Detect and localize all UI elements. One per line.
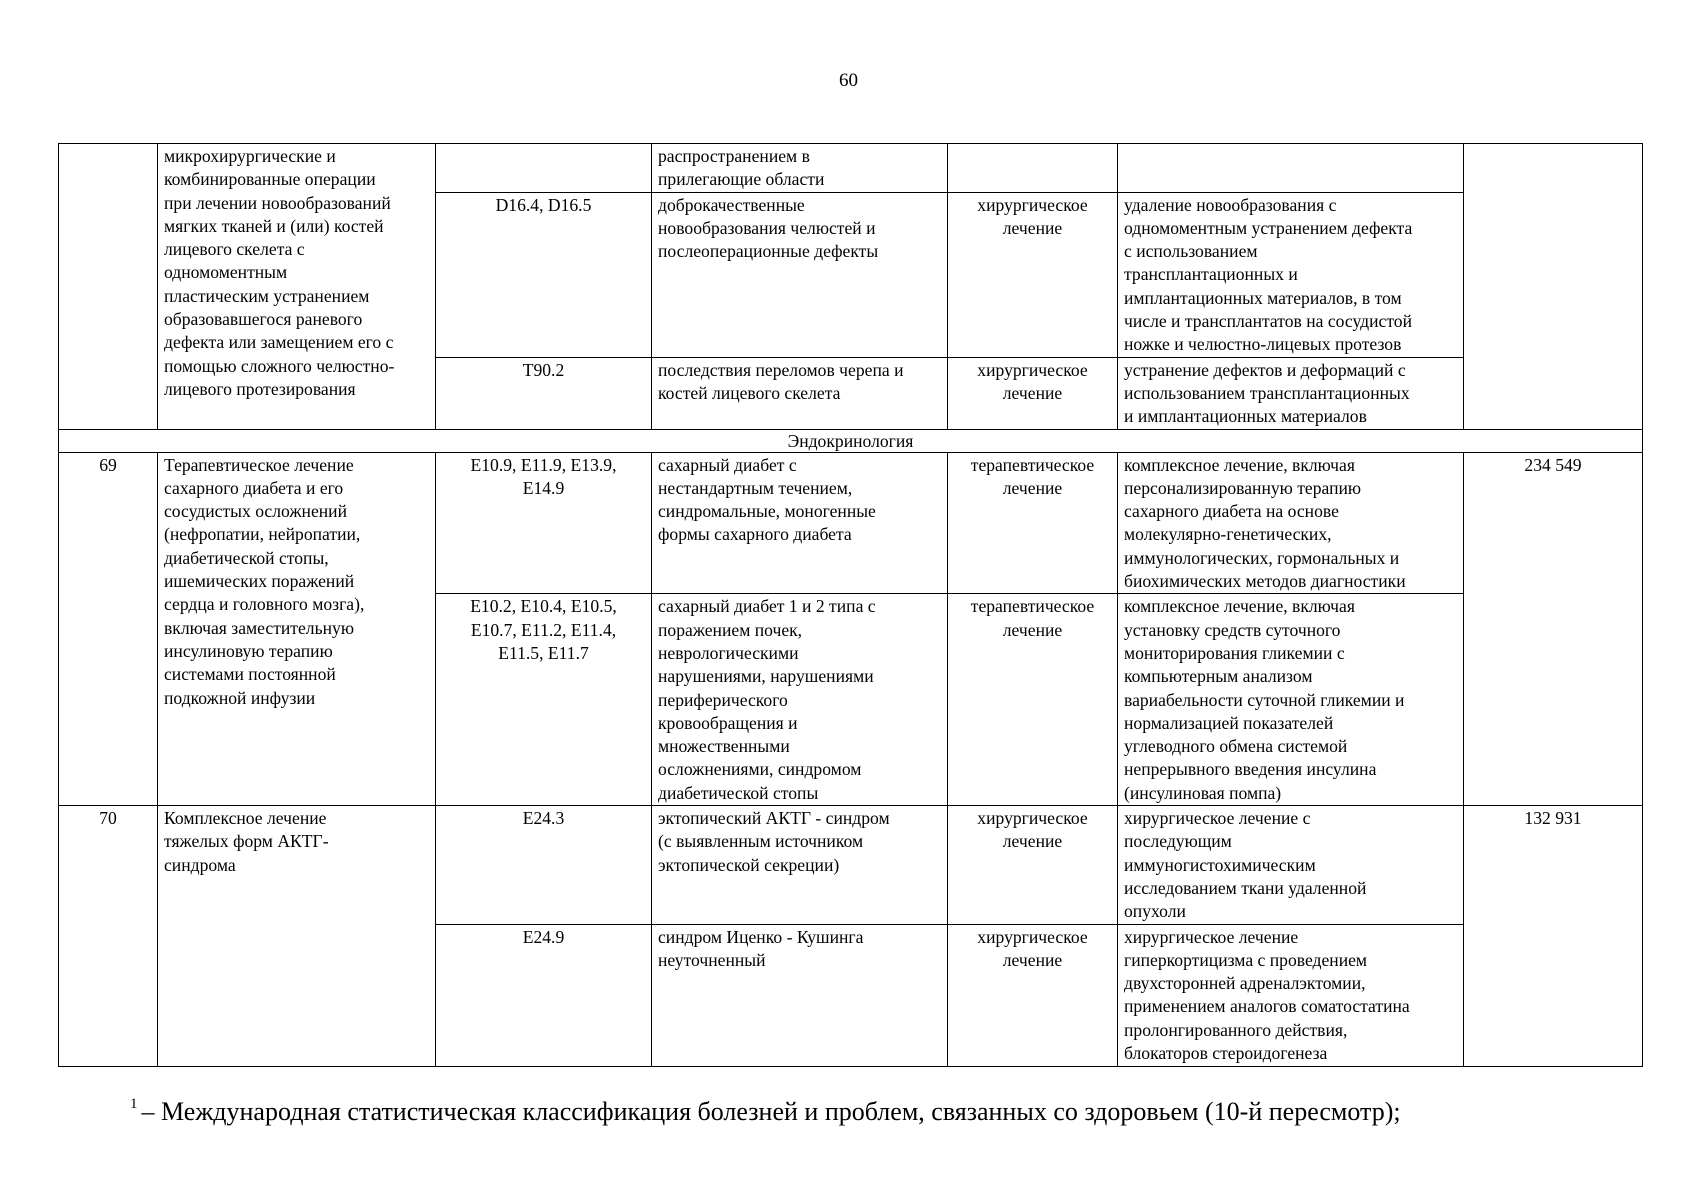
- treatment-type: хирургическое лечение: [977, 359, 1088, 403]
- treatment-method-line: удаление новообразования с: [1124, 194, 1337, 215]
- treatment-method-line: блокаторов стероидогенеза: [1124, 1042, 1328, 1063]
- treatment-method-line: непрерывного введения инсулина: [1124, 759, 1377, 780]
- icd-code: T90.2: [522, 359, 565, 380]
- treatment-method-line: ножке и челюстно-лицевых протезов: [1124, 334, 1402, 355]
- method-line: сосудистых осложнений: [164, 501, 347, 522]
- row-number: 69: [99, 454, 117, 475]
- method-line: диабетической стопы,: [164, 547, 329, 568]
- patient-model-line: сахарный диабет 1 и 2 типа с: [658, 596, 876, 617]
- treatment-method-line: персонализированную терапию: [1124, 477, 1362, 498]
- method-line: (нефропатии, нейропатии,: [164, 524, 361, 545]
- method-line: лицевого протезирования: [164, 378, 356, 399]
- icd-code-line: E11.5, E11.7: [498, 642, 589, 663]
- treatment-method-line: и имплантационных материалов: [1124, 406, 1367, 427]
- icd-code-cell: [436, 924, 652, 1066]
- icd-code-cell: [436, 357, 652, 429]
- treatment-method-line: двухсторонней адреналэктомии,: [1124, 973, 1366, 994]
- patient-model-cell: [652, 357, 948, 429]
- icd-code-cell: [436, 594, 652, 806]
- treatment-method-line: с использованием: [1124, 241, 1258, 262]
- method-line: образовавшегося раневого: [164, 309, 363, 330]
- patient-model-cell: [652, 594, 948, 806]
- method-cell: [158, 806, 436, 1066]
- treatment-method-line: трансплантационных и: [1124, 264, 1298, 285]
- patient-model-line: множественными: [658, 736, 790, 757]
- treatment-type-cell: [948, 144, 1118, 193]
- treatment-type-cell: [948, 594, 1118, 806]
- treatment-method-line: последующим: [1124, 831, 1232, 852]
- treatment-method-cell: [1118, 144, 1464, 193]
- method-line: дефекта или замещением его с: [164, 332, 394, 353]
- patient-model-line: прилегающие области: [658, 169, 825, 190]
- icd-code-line: E10.9, E11.9, E13.9,: [470, 454, 617, 475]
- treatment-type: терапевтическое лечение: [970, 596, 1095, 640]
- row-number-cell: [59, 452, 158, 805]
- treatment-method-cell: [1118, 357, 1464, 429]
- treatment-method-line: одномоментным устранением дефекта: [1124, 217, 1413, 238]
- treatment-type: хирургическое лечение: [977, 194, 1088, 238]
- patient-model-line: поражением почек,: [658, 619, 803, 640]
- treatment-method-line: пролонгированного действия,: [1124, 1019, 1348, 1040]
- treatment-method-cell: [1118, 924, 1464, 1066]
- table-row: [59, 806, 1643, 924]
- patient-model-line: новообразования челюстей и: [658, 217, 876, 238]
- price-cell: [1464, 144, 1643, 430]
- price-value: 132 931: [1524, 808, 1582, 829]
- vmp-table: [58, 143, 1643, 1067]
- patient-model-line: формы сахарного диабета: [658, 524, 852, 545]
- price-cell: [1464, 806, 1643, 1066]
- patient-model-line: периферического: [658, 689, 788, 710]
- method-line: тяжелых форм АКТГ-: [164, 831, 329, 852]
- treatment-method-line: применением аналогов соматостатина: [1124, 996, 1410, 1017]
- treatment-method-line: нормализацией показателей: [1124, 712, 1334, 733]
- icd-code-line: E24.3: [522, 808, 565, 829]
- method-line: Терапевтическое лечение: [164, 454, 354, 475]
- treatment-method-line: опухоли: [1124, 901, 1186, 922]
- icd-code-line: E10.7, E11.2, E11.4,: [470, 619, 617, 640]
- section-row: [59, 429, 1643, 452]
- patient-model-line: костей лицевого скелета: [658, 382, 841, 403]
- treatment-type: хирургическое лечение: [977, 926, 1088, 970]
- treatment-type-cell: [948, 192, 1118, 357]
- patient-model-line: осложнениями, синдромом: [658, 759, 862, 780]
- patient-model-line: последствия переломов черепа и: [658, 359, 904, 380]
- patient-model-line: доброкачественные: [658, 194, 805, 215]
- method-line: синдрома: [164, 854, 236, 875]
- method-line: помощью сложного челюстно-: [164, 355, 395, 376]
- patient-model-line: диабетической стопы: [658, 782, 819, 803]
- section-title-text: Эндокринология: [787, 430, 914, 451]
- footnote: [130, 1088, 1401, 1128]
- treatment-method-line: комплексное лечение, включая: [1124, 454, 1355, 475]
- treatment-method-line: биохимических методов диагностики: [1124, 571, 1406, 592]
- method-line: системами постоянной: [164, 664, 336, 685]
- row-number-cell: [59, 144, 158, 430]
- method-line: включая заместительную: [164, 617, 354, 638]
- treatment-method-line: исследованием ткани удаленной: [1124, 877, 1367, 898]
- method-line: сахарного диабета и его: [164, 477, 344, 498]
- icd-code-cell: [436, 192, 652, 357]
- patient-model-line: эктопический АКТГ - синдром: [658, 808, 890, 829]
- treatment-type-cell: [948, 357, 1118, 429]
- patient-model-line: сахарный диабет с: [658, 454, 797, 475]
- treatment-method-line: сахарного диабета на основе: [1124, 501, 1339, 522]
- method-line: инсулиновую терапию: [164, 640, 333, 661]
- method-line: подкожной инфузии: [164, 687, 316, 708]
- patient-model-line: нестандартным течением,: [658, 477, 853, 498]
- method-cell: [158, 144, 436, 430]
- icd-code-cell: [436, 452, 652, 594]
- treatment-type-cell: [948, 452, 1118, 594]
- treatment-type-cell: [948, 806, 1118, 924]
- patient-model-line: неуточненный: [658, 949, 766, 970]
- footnote-text: – Международная статистическая классификация болезней и проблем, связанных со здоровьем (10-й пересмотр);: [141, 1097, 1401, 1126]
- patient-model-cell: [652, 144, 948, 193]
- method-line: сердца и головного мозга),: [164, 594, 365, 615]
- patient-model-line: послеоперационные дефекты: [658, 241, 879, 262]
- treatment-method-cell: [1118, 452, 1464, 594]
- patient-model-line: (с выявленным источником: [658, 831, 864, 852]
- icd-code: D16.4, D16.5: [495, 194, 592, 215]
- treatment-method-line: молекулярно-генетических,: [1124, 524, 1332, 545]
- method-line: одномоментным: [164, 262, 288, 283]
- treatment-method-line: гиперкортицизма с проведением: [1124, 949, 1368, 970]
- method-line: лицевого скелета с: [164, 239, 305, 260]
- treatment-method-line: имплантационных материалов, в том: [1124, 287, 1402, 308]
- method-line: комбинированные операции: [164, 169, 376, 190]
- icd-code-line: E14.9: [522, 477, 565, 498]
- method-line: микрохирургические и: [164, 146, 336, 166]
- treatment-method-line: числе и трансплантатов на сосудистой: [1124, 311, 1413, 332]
- price-value: 234 549: [1524, 454, 1582, 475]
- price-cell: [1464, 452, 1643, 805]
- treatment-type: терапевтическое лечение: [970, 454, 1095, 498]
- treatment-method-line: иммуногистохимическим: [1124, 854, 1316, 875]
- patient-model-cell: [652, 924, 948, 1066]
- treatment-method-cell: [1118, 192, 1464, 357]
- treatment-method-line: устранение дефектов и деформаций с: [1124, 359, 1406, 380]
- patient-model-line: синдромальные, моногенные: [658, 501, 876, 522]
- treatment-method-line: хирургическое лечение с: [1124, 808, 1311, 829]
- footnote-mark: 1: [130, 1096, 138, 1112]
- treatment-method-line: компьютерным анализом: [1124, 666, 1313, 687]
- treatment-method-line: мониторирования гликемии с: [1124, 642, 1345, 663]
- method-line: ишемических поражений: [164, 571, 355, 592]
- icd-code-cell: [436, 144, 652, 193]
- treatment-method-line: установку средств суточного: [1124, 619, 1341, 640]
- icd-code-cell: [436, 806, 652, 924]
- treatment-method-line: (инсулиновая помпа): [1124, 782, 1282, 803]
- treatment-method-cell: [1118, 594, 1464, 806]
- patient-model-cell: [652, 452, 948, 594]
- page-number: 60: [839, 70, 858, 91]
- patient-model-line: синдром Иценко - Кушинга: [658, 926, 864, 947]
- method-cell: [158, 452, 436, 805]
- treatment-method-line: иммунологических, гормональных и: [1124, 547, 1400, 568]
- icd-code-line: E10.2, E10.4, E10.5,: [470, 596, 617, 617]
- patient-model-cell: [652, 806, 948, 924]
- row-number-cell: [59, 806, 158, 1066]
- treatment-method-line: вариабельности суточной гликемии и: [1124, 689, 1405, 710]
- treatment-method-line: хирургическое лечение: [1124, 926, 1299, 947]
- treatment-type: хирургическое лечение: [977, 808, 1088, 852]
- method-line: мягких тканей и (или) костей: [164, 215, 384, 236]
- treatment-method-line: использованием трансплантационных: [1124, 382, 1410, 403]
- row-number: 70: [99, 808, 117, 829]
- method-line: пластическим устранением: [164, 285, 370, 306]
- treatment-type-cell: [948, 924, 1118, 1066]
- treatment-method-line: углеводного обмена системой: [1124, 736, 1348, 757]
- icd-code-line: E24.9: [522, 926, 565, 947]
- table-row: [59, 144, 1643, 193]
- patient-model-line: эктопической секреции): [658, 854, 840, 875]
- treatment-method-cell: [1118, 806, 1464, 924]
- treatment-method-line: комплексное лечение, включая: [1124, 596, 1355, 617]
- table-row: [59, 452, 1643, 594]
- patient-model-line: неврологическими: [658, 642, 799, 663]
- method-line: при лечении новообразований: [164, 192, 391, 213]
- method-line: Комплексное лечение: [164, 808, 327, 829]
- patient-model-line: нарушениями, нарушениями: [658, 666, 874, 687]
- section-title: [59, 429, 1643, 452]
- patient-model-line: распространением в: [658, 146, 810, 166]
- patient-model-cell: [652, 192, 948, 357]
- patient-model-line: кровообращения и: [658, 712, 798, 733]
